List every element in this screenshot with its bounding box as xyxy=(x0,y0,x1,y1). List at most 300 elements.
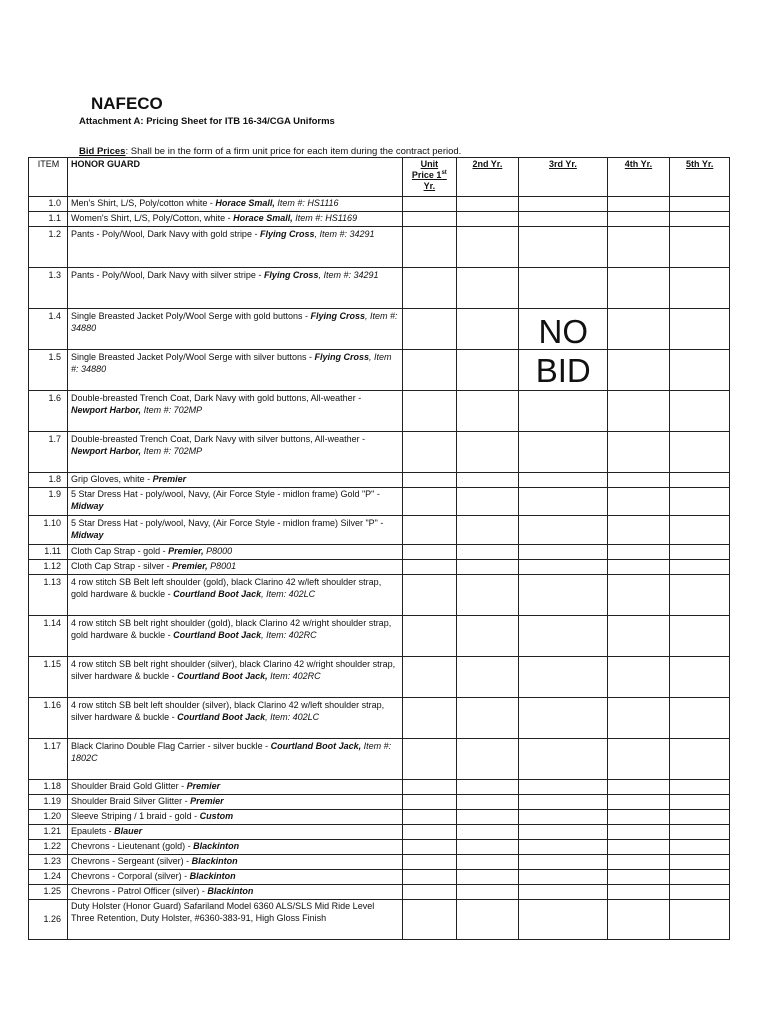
item-description xyxy=(68,780,403,795)
price-cell-y4[interactable] xyxy=(607,795,670,810)
item-vendor: Premier xyxy=(190,796,224,806)
price-cell-y2[interactable] xyxy=(456,545,519,560)
price-cell-y1[interactable] xyxy=(403,870,456,885)
table-row xyxy=(29,780,730,795)
price-cell-y3[interactable] xyxy=(519,900,607,940)
item-number: 1.22 xyxy=(29,840,68,855)
item-number: 1.2 xyxy=(29,227,68,268)
item-number: 1.23 xyxy=(29,855,68,870)
item-vendor: Blackinton xyxy=(191,856,238,866)
item-number-ref: Item #: HS1169 xyxy=(292,213,358,223)
item-desc-text: Epaulets - xyxy=(71,826,115,836)
price-cell-y3[interactable] xyxy=(519,473,607,488)
item-description xyxy=(68,350,403,391)
price-cell-y1[interactable] xyxy=(403,488,456,516)
item-description xyxy=(68,657,403,698)
price-cell-y4[interactable] xyxy=(607,825,670,840)
price-cell-y2[interactable] xyxy=(456,657,519,698)
price-cell-y4[interactable] xyxy=(607,350,670,391)
price-cell-y1[interactable] xyxy=(403,545,456,560)
price-cell-y5[interactable] xyxy=(670,825,730,840)
item-desc-text: Duty Holster (Honor Guard) Safariland Model 6360 ALS/SLS Mid Ride Level Three Retention, Duty Holster, #6360-383-91, High Gloss Finish xyxy=(71,901,375,923)
item-desc-text: 4 row stitch SB belt right shoulder (gold), black Clarino 42 w/right shoulder strap, gold hardware & buckle - xyxy=(71,618,392,640)
item-vendor: Premier xyxy=(152,474,187,484)
item-number: 1.7 xyxy=(29,432,68,473)
item-number-ref: Item #: 702MP xyxy=(141,445,203,456)
table-row xyxy=(29,885,730,900)
table-header-row xyxy=(29,158,730,197)
price-cell-y2[interactable] xyxy=(456,780,519,795)
price-cell-y2[interactable] xyxy=(456,810,519,825)
item-desc-text: Single Breasted Jacket Poly/Wool Serge with gold buttons - xyxy=(71,311,311,321)
item-vendor: Flying Cross xyxy=(263,270,319,280)
item-number-ref: , Item: 402LC xyxy=(265,711,320,722)
price-cell-y3[interactable] xyxy=(519,885,607,900)
price-cell-y3[interactable] xyxy=(519,560,607,575)
price-cell-y1[interactable] xyxy=(403,855,456,870)
bid-prices-note xyxy=(79,146,461,157)
item-description xyxy=(68,840,403,855)
price-cell-y3[interactable] xyxy=(519,825,607,840)
price-cell-y3[interactable] xyxy=(519,391,607,432)
item-vendor: Premier, xyxy=(172,561,208,571)
item-description xyxy=(68,473,403,488)
table-row xyxy=(29,473,730,488)
item-desc-text: Grip Gloves, white - xyxy=(71,474,153,484)
price-cell-y4[interactable] xyxy=(607,855,670,870)
no-bid-stamp: NO BID xyxy=(535,313,591,389)
price-cell-y1[interactable] xyxy=(403,516,456,545)
item-vendor: Flying Cross xyxy=(310,311,366,321)
item-vendor: Horace Small, xyxy=(215,198,275,208)
table-row xyxy=(29,488,730,516)
price-cell-y5[interactable] xyxy=(670,212,730,227)
table-row xyxy=(29,698,730,739)
item-desc-text: 5 Star Dress Hat - poly/wool, Navy, (Air Force Style - midlon frame) Gold "P" - xyxy=(71,489,380,499)
item-desc-text: Chevrons - Sergeant (silver) - xyxy=(71,856,192,866)
price-cell-y4[interactable] xyxy=(607,657,670,698)
item-number-ref: , Item #: 34291 xyxy=(318,270,379,280)
item-number: 1.0 xyxy=(29,197,68,212)
item-vendor: Blauer xyxy=(114,826,143,836)
table-row xyxy=(29,432,730,473)
col-header-honor-guard: HONOR GUARD xyxy=(68,158,403,197)
price-cell-y5[interactable] xyxy=(670,840,730,855)
price-cell-y1[interactable] xyxy=(403,739,456,780)
price-cell-y3[interactable] xyxy=(519,212,607,227)
price-cell-y5[interactable] xyxy=(670,616,730,657)
table-row xyxy=(29,616,730,657)
price-cell-y4[interactable] xyxy=(607,268,670,309)
col-header-2nd-yr: 2nd Yr. xyxy=(456,158,519,197)
item-vendor: Newport Harbor, xyxy=(71,445,142,456)
item-desc-text: Chevrons - Lieutenant (gold) - xyxy=(71,841,194,851)
price-cell-y3[interactable] xyxy=(519,780,607,795)
price-cell-y4[interactable] xyxy=(607,780,670,795)
table-row xyxy=(29,268,730,309)
col-header-3rd-yr: 3rd Yr. xyxy=(519,158,607,197)
price-cell-y4[interactable] xyxy=(607,870,670,885)
item-vendor: Premier, xyxy=(168,546,204,556)
item-description xyxy=(68,810,403,825)
item-number: 1.18 xyxy=(29,780,68,795)
price-cell-y2[interactable] xyxy=(456,516,519,545)
table-row xyxy=(29,575,730,616)
price-cell-y3[interactable] xyxy=(519,545,607,560)
col-header-unit-price-1st-yr xyxy=(403,158,456,197)
price-cell-y3[interactable] xyxy=(519,657,607,698)
price-cell-y5[interactable] xyxy=(670,268,730,309)
pricing-table-body xyxy=(29,197,730,940)
item-description xyxy=(68,698,403,739)
price-cell-y3[interactable] xyxy=(519,810,607,825)
price-cell-y3[interactable] xyxy=(519,698,607,739)
table-row xyxy=(29,840,730,855)
item-number-ref: Item #: HS1116 xyxy=(274,198,339,208)
item-number-ref: , Item #: 34880 xyxy=(71,311,398,333)
item-number-ref: P8000 xyxy=(203,546,233,556)
price-cell-y2[interactable] xyxy=(456,885,519,900)
price-cell-y5[interactable] xyxy=(670,227,730,268)
item-description xyxy=(68,197,403,212)
table-row xyxy=(29,227,730,268)
price-cell-y4[interactable] xyxy=(607,391,670,432)
item-description xyxy=(68,432,403,473)
col-header-y1-line2 xyxy=(406,170,452,181)
item-number: 1.12 xyxy=(29,560,68,575)
price-cell-y3[interactable] xyxy=(519,795,607,810)
item-description xyxy=(68,885,403,900)
price-cell-y2[interactable] xyxy=(456,350,519,391)
item-description xyxy=(68,212,403,227)
price-cell-y3[interactable] xyxy=(519,739,607,780)
price-cell-y1[interactable] xyxy=(403,473,456,488)
price-cell-y1[interactable] xyxy=(403,825,456,840)
item-number-ref: , Item: 402RC xyxy=(261,629,317,640)
price-cell-y4[interactable] xyxy=(607,488,670,516)
table-row xyxy=(29,391,730,432)
pricing-table xyxy=(28,157,730,940)
price-cell-y5[interactable] xyxy=(670,855,730,870)
item-description xyxy=(68,309,403,350)
item-desc-text: 4 row stitch SB belt left shoulder (silver), black Clarino 42 w/left shoulder strap, silver hardware & buckle - xyxy=(71,700,385,722)
item-number: 1.6 xyxy=(29,391,68,432)
price-cell-y4[interactable] xyxy=(607,698,670,739)
table-row xyxy=(29,657,730,698)
item-desc-text: Chevrons - Corporal (silver) - xyxy=(71,871,190,881)
price-cell-y4[interactable] xyxy=(607,616,670,657)
price-cell-y4[interactable] xyxy=(607,545,670,560)
price-cell-y2[interactable] xyxy=(456,840,519,855)
price-cell-y2[interactable] xyxy=(456,698,519,739)
price-cell-y2[interactable] xyxy=(456,197,519,212)
price-cell-y5[interactable] xyxy=(670,870,730,885)
item-vendor: Courtland Boot Jack, xyxy=(270,741,362,751)
price-cell-y2[interactable] xyxy=(456,870,519,885)
item-number: 1.20 xyxy=(29,810,68,825)
price-cell-y1[interactable] xyxy=(403,560,456,575)
table-row xyxy=(29,795,730,810)
price-cell-y5[interactable] xyxy=(670,739,730,780)
price-cell-y4[interactable] xyxy=(607,473,670,488)
item-number-ref: , Item #: 34880 xyxy=(71,352,392,374)
item-desc-text: Men's Shirt, L/S, Poly/cotton white - xyxy=(71,198,216,208)
table-row xyxy=(29,810,730,825)
item-number: 1.13 xyxy=(29,575,68,616)
price-cell-y1[interactable] xyxy=(403,575,456,616)
price-cell-y5[interactable] xyxy=(670,473,730,488)
bid-prices-label: Bid Prices xyxy=(79,146,126,157)
price-cell-y2[interactable] xyxy=(456,616,519,657)
item-number-ref: Item #: 702MP xyxy=(141,404,203,415)
item-vendor: Blackinton xyxy=(193,841,240,851)
item-desc-text: 4 row stitch SB belt right shoulder (silver), black Clarino 42 w/right shoulder strap, silver hardware & buckle - xyxy=(71,659,396,681)
price-cell-y4[interactable] xyxy=(607,212,670,227)
item-desc-text: Women's Shirt, L/S, Poly/Cotton, white - xyxy=(71,213,234,223)
col-header-4th-yr: 4th Yr. xyxy=(607,158,670,197)
item-description xyxy=(68,825,403,840)
table-row xyxy=(29,309,730,350)
item-desc-text: Pants - Poly/Wool, Dark Navy with gold stripe - xyxy=(71,229,260,239)
price-cell-y5[interactable] xyxy=(670,657,730,698)
price-cell-y5[interactable] xyxy=(670,545,730,560)
price-cell-y2[interactable] xyxy=(456,309,519,350)
price-cell-y1[interactable] xyxy=(403,212,456,227)
item-vendor: Newport Harbor, xyxy=(71,404,142,415)
price-cell-y3[interactable] xyxy=(519,488,607,516)
price-cell-y1[interactable] xyxy=(403,391,456,432)
item-desc-text: 5 Star Dress Hat - poly/wool, Navy, (Air Force Style - midlon frame) Silver "P" - xyxy=(71,518,384,528)
item-description xyxy=(68,900,403,940)
item-desc-text: Black Clarino Double Flag Carrier - silver buckle - xyxy=(71,741,271,751)
price-cell-y5[interactable] xyxy=(670,810,730,825)
price-cell-y1[interactable] xyxy=(403,900,456,940)
item-number: 1.14 xyxy=(29,616,68,657)
price-cell-y1[interactable] xyxy=(403,616,456,657)
price-cell-y2[interactable] xyxy=(456,739,519,780)
item-number-ref: P8001 xyxy=(207,561,237,571)
company-name: NAFECO xyxy=(91,94,163,113)
price-cell-y1[interactable] xyxy=(403,780,456,795)
table-row xyxy=(29,870,730,885)
price-cell-y4[interactable] xyxy=(607,227,670,268)
item-number: 1.19 xyxy=(29,795,68,810)
price-cell-y2[interactable] xyxy=(456,795,519,810)
price-cell-y1[interactable] xyxy=(403,795,456,810)
item-number-ref: Item #: 1802C xyxy=(71,741,392,763)
item-desc-text: Double-breasted Trench Coat, Dark Navy with gold buttons, All-weather - xyxy=(71,393,362,403)
table-row xyxy=(29,350,730,391)
price-cell-y5[interactable] xyxy=(670,391,730,432)
item-desc-text: 4 row stitch SB Belt left shoulder (gold), black Clarino 42 w/left shoulder strap, gold hardware & buckle - xyxy=(71,577,382,599)
item-vendor: Courtland Boot Jack xyxy=(173,588,262,599)
table-row xyxy=(29,739,730,780)
item-description xyxy=(68,391,403,432)
price-cell-y2[interactable] xyxy=(456,900,519,940)
item-vendor: Courtland Boot Jack, xyxy=(177,670,268,681)
price-cell-y4[interactable] xyxy=(607,885,670,900)
price-cell-y4[interactable] xyxy=(607,810,670,825)
price-cell-y2[interactable] xyxy=(456,473,519,488)
item-number: 1.3 xyxy=(29,268,68,309)
price-cell-y1[interactable] xyxy=(403,657,456,698)
price-cell-y5[interactable] xyxy=(670,900,730,940)
item-vendor: Flying Cross xyxy=(259,229,315,239)
item-description xyxy=(68,575,403,616)
price-cell-y3[interactable] xyxy=(519,575,607,616)
item-number: 1.15 xyxy=(29,657,68,698)
price-cell-y4[interactable] xyxy=(607,575,670,616)
item-number: 1.10 xyxy=(29,516,68,545)
price-cell-y1[interactable] xyxy=(403,350,456,391)
price-cell-y2[interactable] xyxy=(456,227,519,268)
item-number: 1.1 xyxy=(29,212,68,227)
price-cell-y4[interactable] xyxy=(607,516,670,545)
price-cell-y5[interactable] xyxy=(670,795,730,810)
item-number: 1.16 xyxy=(29,698,68,739)
price-cell-y5[interactable] xyxy=(670,698,730,739)
item-description xyxy=(68,227,403,268)
price-cell-y4[interactable] xyxy=(607,197,670,212)
item-desc-text: Chevrons - Patrol Officer (silver) - xyxy=(71,886,208,896)
item-vendor: Flying Cross xyxy=(314,352,370,362)
price-cell-y1[interactable] xyxy=(403,268,456,309)
price-cell-y3[interactable] xyxy=(519,432,607,473)
price-cell-y5[interactable] xyxy=(670,309,730,350)
item-desc-text: Sleeve Striping / 1 braid - gold - xyxy=(71,811,200,821)
item-number: 1.25 xyxy=(29,885,68,900)
attachment-title: Attachment A: Pricing Sheet for ITB 16-34/CGA Uniforms xyxy=(79,116,335,127)
price-cell-y5[interactable] xyxy=(670,780,730,795)
item-number: 1.11 xyxy=(29,545,68,560)
price-cell-y3[interactable] xyxy=(519,840,607,855)
price-cell-y5[interactable] xyxy=(670,575,730,616)
price-cell-y2[interactable] xyxy=(456,432,519,473)
item-desc-text: Cloth Cap Strap - silver - xyxy=(71,561,173,571)
item-vendor: Premier xyxy=(186,781,221,791)
price-cell-y1[interactable] xyxy=(403,810,456,825)
price-cell-y1[interactable] xyxy=(403,432,456,473)
table-row xyxy=(29,855,730,870)
price-cell-y5[interactable] xyxy=(670,516,730,545)
col-header-y1-sup: st xyxy=(441,169,447,176)
item-number: 1.8 xyxy=(29,473,68,488)
item-number-ref: , Item #: 34291 xyxy=(314,229,375,239)
item-description xyxy=(68,560,403,575)
table-row xyxy=(29,825,730,840)
item-number: 1.9 xyxy=(29,488,68,516)
item-number: 1.4 xyxy=(29,309,68,350)
item-desc-text: Shoulder Braid Gold Glitter - xyxy=(71,781,187,791)
item-vendor: Blackinton xyxy=(207,886,254,896)
item-vendor: Midway xyxy=(71,529,104,540)
price-cell-y3[interactable] xyxy=(519,197,607,212)
table-row xyxy=(29,545,730,560)
price-cell-y2[interactable] xyxy=(456,391,519,432)
col-header-y1-price: Price 1 xyxy=(411,169,442,180)
item-number: 1.24 xyxy=(29,870,68,885)
item-description xyxy=(68,795,403,810)
item-vendor: Custom xyxy=(199,811,234,821)
price-cell-y4[interactable] xyxy=(607,739,670,780)
price-cell-y3[interactable] xyxy=(519,309,607,389)
item-vendor: Courtland Boot Jack xyxy=(173,629,262,640)
price-cell-y5[interactable] xyxy=(670,488,730,516)
col-header-y1-line1: Unit xyxy=(420,159,439,169)
item-desc-text: Single Breasted Jacket Poly/Wool Serge with silver buttons - xyxy=(71,352,315,362)
item-description xyxy=(68,488,403,516)
item-desc-text: Shoulder Braid Silver Glitter - xyxy=(71,796,191,806)
price-cell-y2[interactable] xyxy=(456,560,519,575)
item-description xyxy=(68,268,403,309)
bid-prices-text: : Shall be in the form of a firm unit price for each item during the contract period. xyxy=(125,146,462,157)
price-cell-y4[interactable] xyxy=(607,432,670,473)
price-cell-y1[interactable] xyxy=(403,197,456,212)
price-cell-y2[interactable] xyxy=(456,488,519,516)
col-header-5th-yr: 5th Yr. xyxy=(670,158,730,197)
item-description xyxy=(68,616,403,657)
price-cell-y3[interactable] xyxy=(519,516,607,545)
price-cell-y5[interactable] xyxy=(670,197,730,212)
price-cell-y3[interactable] xyxy=(519,268,607,309)
price-cell-y4[interactable] xyxy=(607,309,670,350)
table-row xyxy=(29,900,730,940)
col-header-item: ITEM xyxy=(29,158,68,197)
item-description xyxy=(68,870,403,885)
item-description xyxy=(68,516,403,545)
item-vendor: Horace Small, xyxy=(233,213,293,223)
item-number: 1.21 xyxy=(29,825,68,840)
price-cell-y1[interactable] xyxy=(403,227,456,268)
item-number: 1.5 xyxy=(29,350,68,391)
price-cell-y1[interactable] xyxy=(403,698,456,739)
price-cell-y3[interactable] xyxy=(519,227,607,268)
price-cell-y4[interactable] xyxy=(607,900,670,940)
item-vendor: Courtland Boot Jack xyxy=(177,711,266,722)
price-cell-y4[interactable] xyxy=(607,560,670,575)
price-cell-y5[interactable] xyxy=(670,350,730,391)
price-cell-y5[interactable] xyxy=(670,885,730,900)
table-row xyxy=(29,560,730,575)
table-row xyxy=(29,197,730,212)
price-cell-y2[interactable] xyxy=(456,575,519,616)
price-cell-y2[interactable] xyxy=(456,855,519,870)
item-desc-text: Cloth Cap Strap - gold - xyxy=(71,546,169,556)
price-cell-y2[interactable] xyxy=(456,268,519,309)
price-cell-y1[interactable] xyxy=(403,309,456,350)
price-cell-y1[interactable] xyxy=(403,840,456,855)
price-cell-y2[interactable] xyxy=(456,825,519,840)
item-desc-text: Pants - Poly/Wool, Dark Navy with silver stripe - xyxy=(71,270,264,280)
price-cell-y3[interactable] xyxy=(519,870,607,885)
price-cell-y5[interactable] xyxy=(670,432,730,473)
price-cell-y2[interactable] xyxy=(456,212,519,227)
price-cell-y5[interactable] xyxy=(670,560,730,575)
price-cell-y4[interactable] xyxy=(607,840,670,855)
price-cell-y3[interactable] xyxy=(519,616,607,657)
price-cell-y1[interactable] xyxy=(403,885,456,900)
item-number-ref: Item: 402RC xyxy=(267,670,321,681)
item-desc-text: Double-breasted Trench Coat, Dark Navy with silver buttons, All-weather - xyxy=(71,434,366,444)
item-description xyxy=(68,739,403,780)
price-cell-y3[interactable] xyxy=(519,855,607,870)
item-number-ref: , Item: 402LC xyxy=(261,588,316,599)
table-row xyxy=(29,212,730,227)
col-header-y1-line3: Yr. xyxy=(423,180,436,191)
item-number: 1.26 xyxy=(29,900,68,940)
item-vendor: Midway xyxy=(71,500,104,511)
item-number: 1.17 xyxy=(29,739,68,780)
